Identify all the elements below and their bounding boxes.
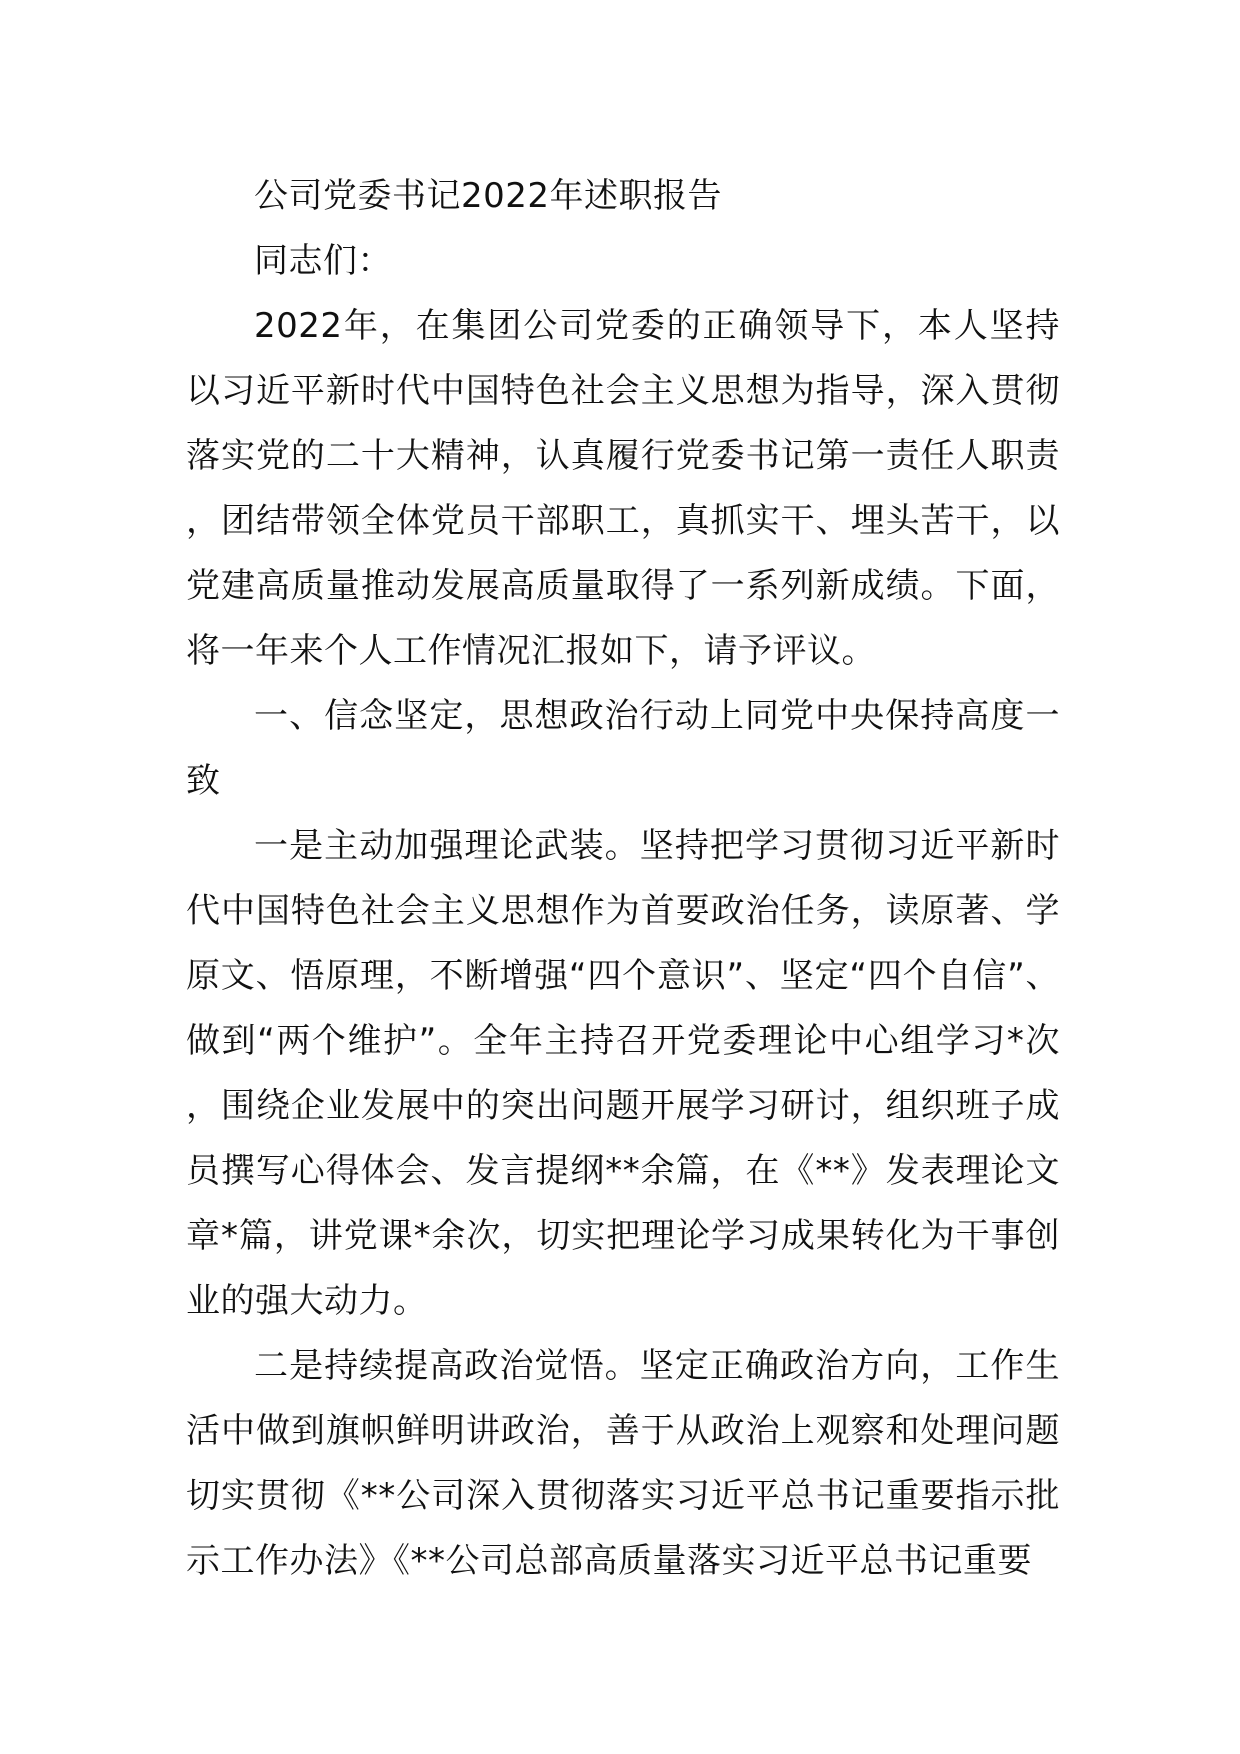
paragraph-intro: 2022年，在集团公司党委的正确领导下，本人坚持以习近平新时代中国特色社会主义思想为指导，深入贯彻落实党的二十大精神，认真履行党委书记第一责任人职责，团结带领全体党员干部职工，真抓实干、埋头苦干，以党建高质量推动发展高质量取得了一系列新成绩。下面，将一年来个人工作情况汇报如下，请予评议。 <box>186 306 1060 671</box>
paragraph-political-awareness: 二是持续提高政治觉悟。坚定正确政治方向，工作生活中做到旗帜鲜明讲政治，善于从政治上观察和处理问题切实贯彻《**公司深入贯彻落实习近平总书记重要指示批示工作办法》《**公司总部高质量落实习近平总书记重要 <box>186 1346 1060 1581</box>
document-body <box>186 164 1060 1594</box>
paragraph-theory-study: 一是主动加强理论武装。坚持把学习贯彻习近平新时代中国特色社会主义思想作为首要政治任务，读原著、学原文、悟原理，不断增强“四个意识”、坚定“四个自信”、做到“两个维护”。全年主持召开党委理论中心组学习*次，围绕企业发展中的突出问题开展学习研讨，组织班子成员撰写心得体会、发言提纲**余篇，在《**》发表理论文章*篇，讲党课*余次，切实把理论学习成果转化为干事创业的强大动力。 <box>186 826 1060 1321</box>
document-title: 公司党委书记2022年述职报告 <box>254 176 723 216</box>
section-heading-1: 一、信念坚定，思想政治行动上同党中央保持高度一致 <box>186 696 1060 801</box>
salutation: 同志们： <box>254 241 392 281</box>
